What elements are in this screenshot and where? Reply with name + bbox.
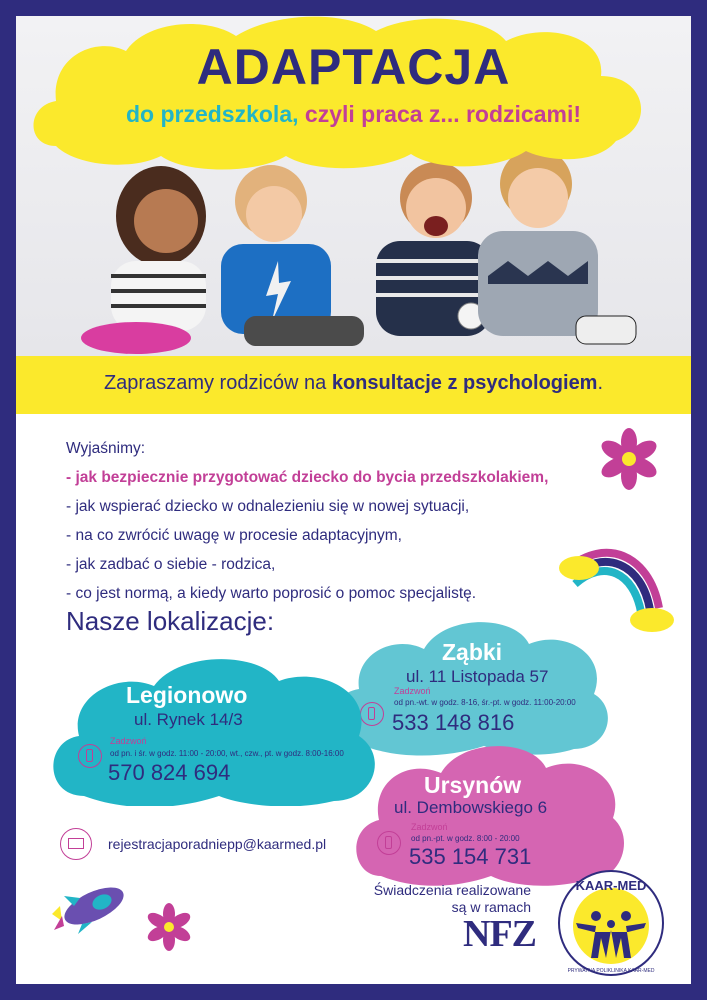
city-name: Ząbki <box>442 639 503 665</box>
city-address: ul. Dembowskiego 6 <box>394 798 548 817</box>
location-legionowo <box>44 656 384 806</box>
city-name: Legionowo <box>126 682 248 708</box>
poster <box>16 16 691 984</box>
phone-number[interactable]: 533 148 816 <box>392 710 515 735</box>
explanation-item: - na co zwrócić uwagę w procesie adaptacyjnym, <box>66 527 402 544</box>
locations-heading: Nasze lokalizacje: <box>66 606 275 636</box>
kaar-med-logo <box>556 868 666 978</box>
opening-hours: od pn. i śr. w godz. 11:00 - 20:00, wt., czw., pt. w godz. 8:00-16:00 <box>110 749 344 758</box>
city-address: ul. 11 Listopada 57 <box>406 667 549 686</box>
phone-icon <box>377 831 401 855</box>
city-name: Ursynów <box>424 772 522 798</box>
funding-line: są w ramach <box>451 899 531 915</box>
explanation-list <box>66 434 548 608</box>
phone-number[interactable]: 570 824 694 <box>108 760 231 785</box>
mail-icon <box>60 828 92 860</box>
page-title: ADAPTACJA <box>196 39 511 95</box>
opening-hours: od pn.-wt. w godz. 8-16, śr.-pt. w godz. 11:00-20:00 <box>394 698 576 707</box>
invitation-text-bold: konsultacje z psychologiem <box>331 372 598 394</box>
call-label: Zadzwoń <box>394 686 431 696</box>
flower-icon <box>144 902 194 952</box>
rocket-icon <box>52 876 132 936</box>
funding-note <box>361 882 531 916</box>
explanation-item: - jak zadbać o siebie - rodzica, <box>66 556 276 573</box>
subtitle-part-b: czyli praca z... rodzicami! <box>298 101 582 127</box>
subtitle-part-a: do przedszkola, <box>125 101 299 127</box>
email-link[interactable]: rejestracjaporadniepp@kaarmed.pl <box>108 836 327 852</box>
call-label: Zadzwoń <box>411 822 448 832</box>
explanation-item: - jak wspierać dziecko w odnalezieniu się w nowej sytuacji, <box>66 498 470 515</box>
invitation-text-pre: Zapraszamy rodziców na <box>103 372 332 394</box>
flower-icon <box>598 428 660 490</box>
city-address: ul. Rynek 14/3 <box>134 710 243 729</box>
kaar-logo-title: KAAR-MED <box>575 878 647 893</box>
opening-hours: od pn.-pt. w godz. 8:00 - 20:00 <box>411 834 520 843</box>
location-ursynow <box>351 738 626 888</box>
call-label: Zadzwoń <box>110 736 147 746</box>
explanation-item: - co jest normą, a kiedy warto poprosić o pomoc specjalistę. <box>66 585 477 602</box>
invitation-text-post: . <box>597 372 604 394</box>
nfz-logo: NFZ <box>463 913 536 955</box>
invitation-text <box>16 372 691 395</box>
phone-number[interactable]: 535 154 731 <box>409 844 532 869</box>
explanation-item: - jak bezpiecznie przygotować dziecko do bycia przedszkolakiem, <box>66 469 549 486</box>
phone-icon <box>78 744 102 768</box>
invitation-band <box>16 356 691 414</box>
kaar-logo-subtitle: PRYWATNA POLIKLINIKA KAAR-MED <box>567 968 655 974</box>
page-subtitle <box>16 101 691 128</box>
funding-line: Świadczenia realizowane <box>373 882 531 898</box>
explanation-intro: Wyjaśnimy: <box>66 440 146 457</box>
